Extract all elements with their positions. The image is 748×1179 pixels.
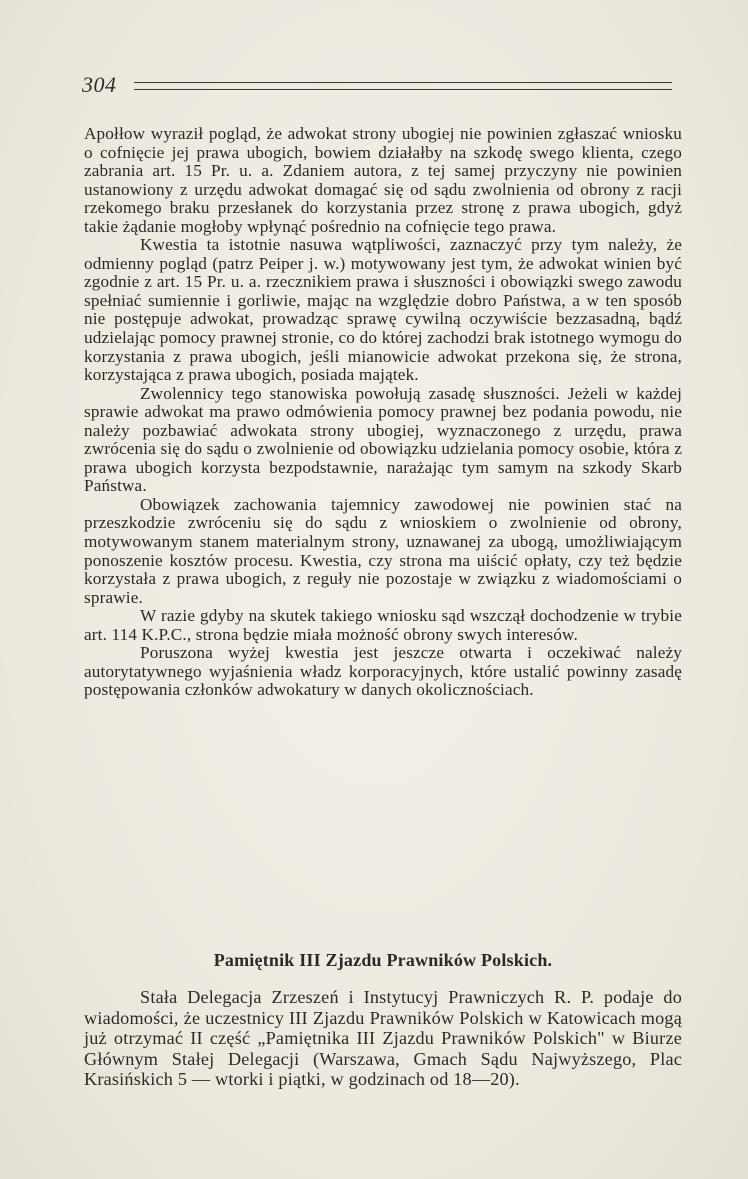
section-body — [84, 987, 682, 1090]
paragraph-2: Kwestia ta istotnie nasuwa wątpliwości, zaznaczyć przy tym należy, że odmienny pogląd (patrz Peiper j. w.) motywowany jest tym, że adwokat winien być zgodnie z art. 15 Pr. u. a. rzecznikiem prawa i słuszności i obowiązki swego zawodu spełniać sumiennie i gorliwie, mając na względzie dobro Państwa, a w ten sposób nie postępuje adwokat, prowadząc sprawę cywilną oczywiście bezzasadną, bądź udzielając pomocy prawnej stronie, co do której zachodzi brak istotnego wymogu do korzystania z prawa ubogich, jeśli mianowicie adwokat przekona się, że strona, korzystająca z prawa ubogich, posiada majątek. — [84, 235, 682, 385]
section-paragraph-1: Stała Delegacja Zrzeszeń i Instytucyj Prawniczych R. P. podaje do wiadomości, że uczestnicy III Zjazdu Prawników Polskich w Katowicach mogą już otrzymać II część „Pamiętnika III Zjazdu Prawników Polskich" w Biurze Głównym Stałej Delegacji (Warszawa, Gmach Sądu Najwyższego, Plac Krasińskich 5 — wtorki i piątki, w godzinach od 18—20). — [84, 987, 682, 1090]
page-header — [82, 72, 682, 102]
paragraph-6: Poruszona wyżej kwestia jest jeszcze otwarta i oczekiwać należy autorytatywnego wyjaśnienia władz korporacyjnych, które ustalić powinny zasadę postępowania członków adwokatury w danych okolicznościach. — [84, 643, 682, 700]
header-rule-top — [134, 82, 672, 83]
paragraph-4: Obowiązek zachowania tajemnicy zawodowej nie powinien stać na przeszkodzie zwróceniu się do sądu z wnioskiem o zwolnienie od obrony, motywowanym stanem materialnym strony, uznawanej za ubogą, umożliwiającym ponoszenie kosztów procesu. Kwestia, czy strona ma uiścić opłaty, czy też będzie korzystała z prawa ubogich, z reguły nie pozostaje w związku z wiadomościami o sprawie. — [84, 494, 682, 607]
paragraph-1: Apołłow wyraził pogląd, że adwokat strony ubogiej nie powinien zgłaszać wniosku o cofnięcie jej prawa ubogich, bowiem działałby na szkodę swego klienta, czego zabrania art. 15 Pr. u. a. Zdaniem autora, z tej samej przyczyny nie powinien ustanowiony z urzędu adwokat domagać się od sądu zwolnienia od obrony z racji rzekomego braku przesłanek do korzystania przez stronę z prawa ubogich, gdyż takie żądanie mogłoby wpłynąć pośrednio na cofnięcie tego prawa. — [84, 124, 682, 236]
paragraph-3: Zwolennicy tego stanowiska powołują zasadę słuszności. Jeżeli w każdej sprawie adwokat ma prawo odmówienia pomocy prawnej bez podania powodu, nie należy pozbawiać adwokata strony ubogiej, wyznaczonego z urzędu, prawa zwrócenia się do sądu o zwolnienie od obowiązku udzielania pomocy osobie, która z prawa ubogich korzysta bezpodstawnie, narażając tym samym na szkody Skarb Państwa. — [84, 383, 682, 496]
section-heading: Pamiętnik III Zjazdu Prawników Polskich. — [213, 950, 553, 970]
article-body — [84, 125, 682, 700]
header-rule-bottom — [134, 89, 672, 90]
paragraph-5: W razie gdyby na skutek takiego wniosku sąd wszczął dochodzenie w trybie art. 114 K.P.C., strona będzie miała możność obrony swych interesów. — [84, 606, 682, 644]
page-number: 304 — [82, 72, 117, 97]
